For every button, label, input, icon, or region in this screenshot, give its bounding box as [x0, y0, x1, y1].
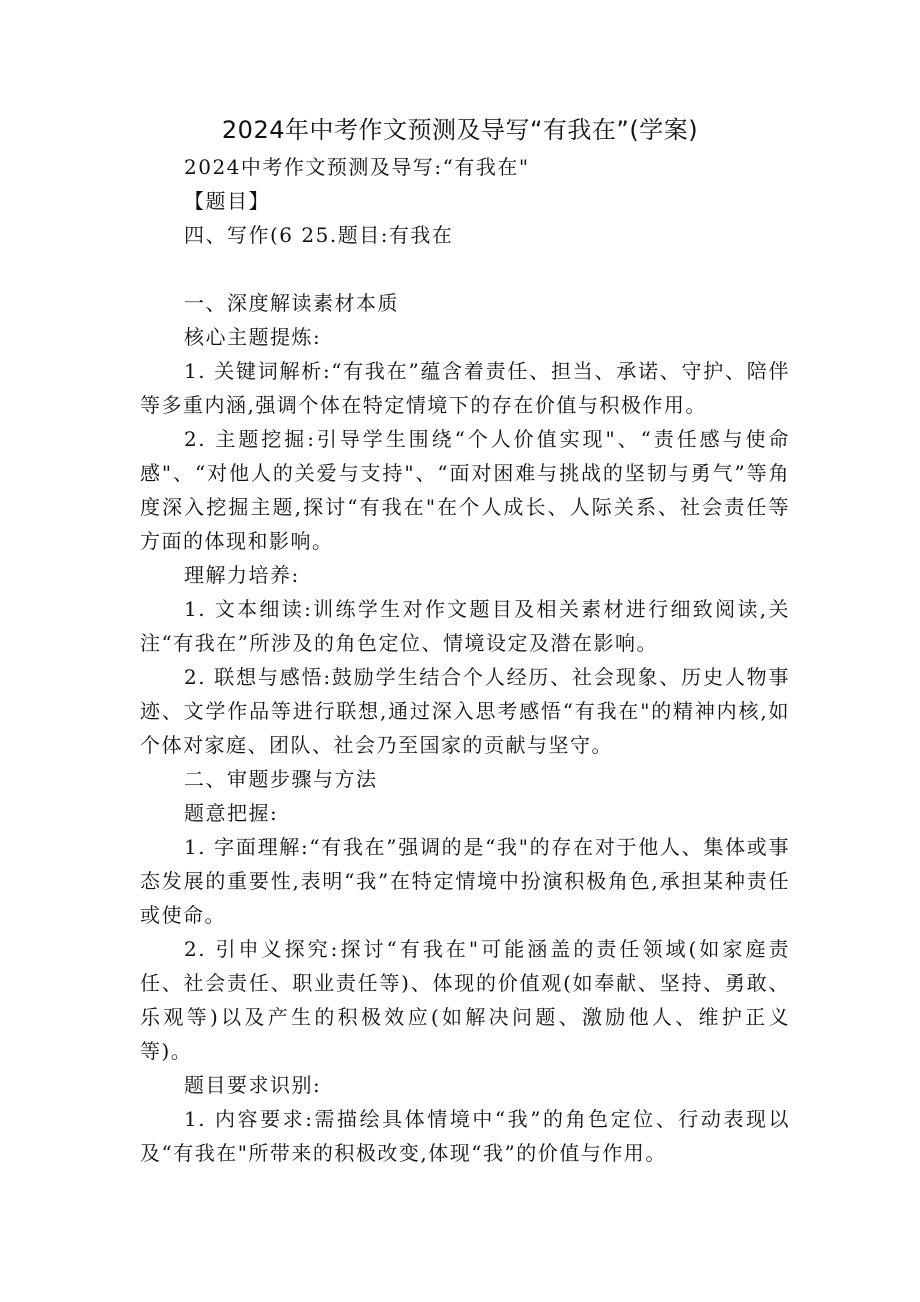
subheading-understand: 理解力培养:	[184, 563, 300, 587]
subheading-requirements: 题目要求识别:	[184, 1073, 322, 1097]
section-heading-2: 二、审题步骤与方法	[184, 767, 378, 791]
document-title: 2024年中考作文预测及导写“有我在”(学案)	[221, 116, 699, 144]
paragraph-grasp-2: 2. 引申义探究:探讨“有我在"可能涵盖的责任领域(如家庭责任、社会责任、职业责任等)、体现的价值观(如奉献、坚持、勇敢、乐观等)以及产生的积极效应(如解决问题、激励他人、维护正义等)。	[140, 937, 790, 1063]
subtitle: 2024中考作文预测及导写:“有我在"	[184, 155, 530, 179]
paragraph-understand-1: 1. 文本细读:训练学生对作文题目及相关素材进行细致阅读,关注“有我在”所涉及的角色定位、情境设定及潜在影响。	[140, 597, 790, 655]
subheading-grasp: 题意把握:	[184, 801, 279, 825]
section-heading-1: 一、深度解读素材本质	[184, 291, 399, 315]
subheading-core: 核心主题提炼:	[184, 325, 322, 349]
paragraph-core-2: 2. 主题挖掘:引导学生围绕“个人价值实现"、“责任感与使命感"、“对他人的关爱与支持"、“面对困难与挑战的坚韧与勇气”等角度深入挖掘主题,探讨“有我在"在个人成长、人际关系、社会责任等方面的体现和影响。	[140, 427, 790, 553]
prompt-line: 四、写作(6 25.题目:有我在	[184, 223, 454, 247]
paragraph-core-1: 1. 关键词解析:“有我在”蕴含着责任、担当、承诺、守护、陪伴等多重内涵,强调个体在特定情境下的存在价值与积极作用。	[140, 359, 790, 417]
paragraph-understand-2: 2. 联想与感悟:鼓励学生结合个人经历、社会现象、历史人物事迹、文学作品等进行联想,通过深入思考感悟“有我在"的精神内核,如个体对家庭、团队、社会乃至国家的贡献与坚守。	[140, 665, 790, 757]
section-tag: 【题目】	[184, 189, 270, 213]
paragraph-grasp-1: 1. 字面理解:“有我在”强调的是“我"的存在对于他人、集体或事态发展的重要性,表明“我”在特定情境中扮演积极角色,承担某种责任或使命。	[140, 835, 790, 927]
document-body	[140, 150, 790, 1170]
paragraph-requirements-1: 1. 内容要求:需描绘具体情境中“我”的角色定位、行动表现以及“有我在"所带来的积极改变,体现“我”的价值与作用。	[140, 1107, 790, 1165]
blank-line	[140, 252, 790, 286]
